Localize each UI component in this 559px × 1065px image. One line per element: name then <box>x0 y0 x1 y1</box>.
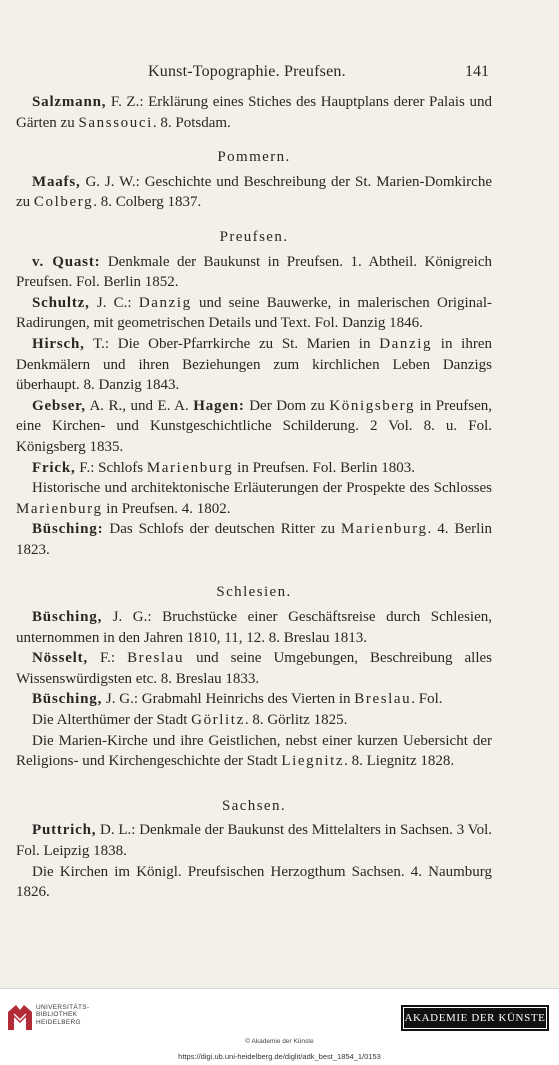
bibliography-entry: Büsching, J. G.: Bruchstücke einer Geschäftsreise durch Schlesien, unternommen in den Jahren 1810, 11, 12. 8. Breslau 1813. <box>16 609 492 646</box>
entry-author: Hagen: <box>193 397 245 414</box>
bibliography-entry: Maafs, G. J. W.: Geschichte und Beschreibung der St. Marien-Domkirche zu Colberg. 8. Colberg 1837. <box>16 173 492 211</box>
page-header <box>0 62 559 82</box>
entry-author: Gebser, <box>32 397 86 414</box>
bibliography-entry: Die Marien-Kirche und ihre Geistlichen, nebst einer kurzen Uebersicht der Religions- und Kirchengeschichte der Stadt Liegnitz. 8. Liegnitz 1828. <box>16 732 492 770</box>
bibliography-text <box>16 92 492 903</box>
section-heading-sachsen: Sachsen. <box>221 797 287 814</box>
source-url-link[interactable]: https://digi.ub.uni-heidelberg.de/diglit/adk_best_1854_1/0153 <box>178 1052 381 1061</box>
bibliography-entry: Historische und architektonische Erläuterungen der Prospekte des Schlosses Marienburg in Preufsen. 4. 1802. <box>16 480 492 517</box>
bibliography-entry: Gebser, A. R., und E. A. Hagen: Der Dom zu Königsberg in Preufsen, eine Kirchen- und Kunstgeschichtliche Schilderung. 2 Vol. 8. u. Fol. Königsberg 1835. <box>16 397 492 455</box>
entry-author: Schultz, <box>32 294 90 311</box>
bibliography-entry: Frick, F.: Schlofs Marienburg in Preufsen. Fol. Berlin 1803. <box>32 459 416 476</box>
bibliography-entry: Puttrich, D. L.: Denkmale der Baukunst des Mittelalters in Sachsen. 3 Vol. Fol. Leipzig 1838. <box>16 822 492 859</box>
entry-author: Puttrich, <box>32 822 97 839</box>
entry-author: Hirsch, <box>32 335 85 352</box>
library-name: UNIVERSITÄTS- BIBLIOTHEK HEIDELBERG <box>36 1004 90 1026</box>
entry-author: Büsching, <box>32 691 103 708</box>
bibliography-entry: Hirsch, T.: Die Ober-Pfarrkirche zu St. Marien in Danzig in ihren Denkmälern und ihren Beziehungen zum kirchlichen Leben Danzigs überhaupt. 8. Danzig 1843. <box>16 335 492 394</box>
section-heading-pommern: Pommern. <box>217 149 291 166</box>
akademie-logo: AKADEMIE DER KÜNSTE <box>401 1005 549 1031</box>
entry-author: Frick, <box>32 459 76 476</box>
entry-author: v. Quast: <box>32 253 101 270</box>
entry-author: Maafs, <box>32 173 81 190</box>
entry-author: Büsching, <box>32 609 103 626</box>
footer-divider <box>0 988 559 989</box>
page-number: 141 <box>465 63 489 80</box>
section-heading-preussen: Preufsen. <box>219 228 289 245</box>
entry-author: Nösselt, <box>32 650 88 667</box>
entry-author: Büsching: <box>32 521 104 538</box>
bibliography-entry: Salzmann, F. Z.: Erklärung eines Stiches des Hauptplans derer Palais und Gärten zu Sanssouci. 8. Potsdam. <box>16 94 492 131</box>
viewer-footer <box>0 988 559 1065</box>
library-logo-icon <box>6 1002 34 1032</box>
section-heading-schlesien: Schlesien. <box>216 584 292 601</box>
bibliography-entry: Büsching: Das Schlofs der deutschen Ritter zu Marienburg. 4. Berlin 1823. <box>16 521 492 558</box>
running-title: Kunst-Topographie. Preufsen. <box>148 63 346 80</box>
copyright-notice: © Akademie der Künste <box>245 1038 314 1045</box>
entry-author: Salzmann, <box>32 94 107 110</box>
bibliography-entry: Nösselt, F.: Breslau und seine Umgebungen, Beschreibung alles Wissenswürdigsten etc. 8. Breslau 1833. <box>16 650 492 687</box>
bibliography-entry: Die Alterthümer der Stadt Görlitz. 8. Görlitz 1825. <box>32 712 348 729</box>
bibliography-entry: Schultz, J. C.: Danzig und seine Bauwerke, in malerischen Original-Radirungen, mit geometrischen Details und Text. Fol. Danzig 1846. <box>16 294 492 332</box>
bibliography-entry: v. Quast: Denkmale der Baukunst in Preufsen. 1. Abtheil. Königreich Preufsen. Fol. Berlin 1852. <box>16 253 492 291</box>
bibliography-entry: Die Kirchen im Königl. Preufsischen Herzogthum Sachsen. 4. Naumburg 1826. <box>16 863 492 901</box>
bibliography-entry: Büsching, J. G.: Grabmahl Heinrichs des Vierten in Breslau. Fol. <box>32 691 443 708</box>
